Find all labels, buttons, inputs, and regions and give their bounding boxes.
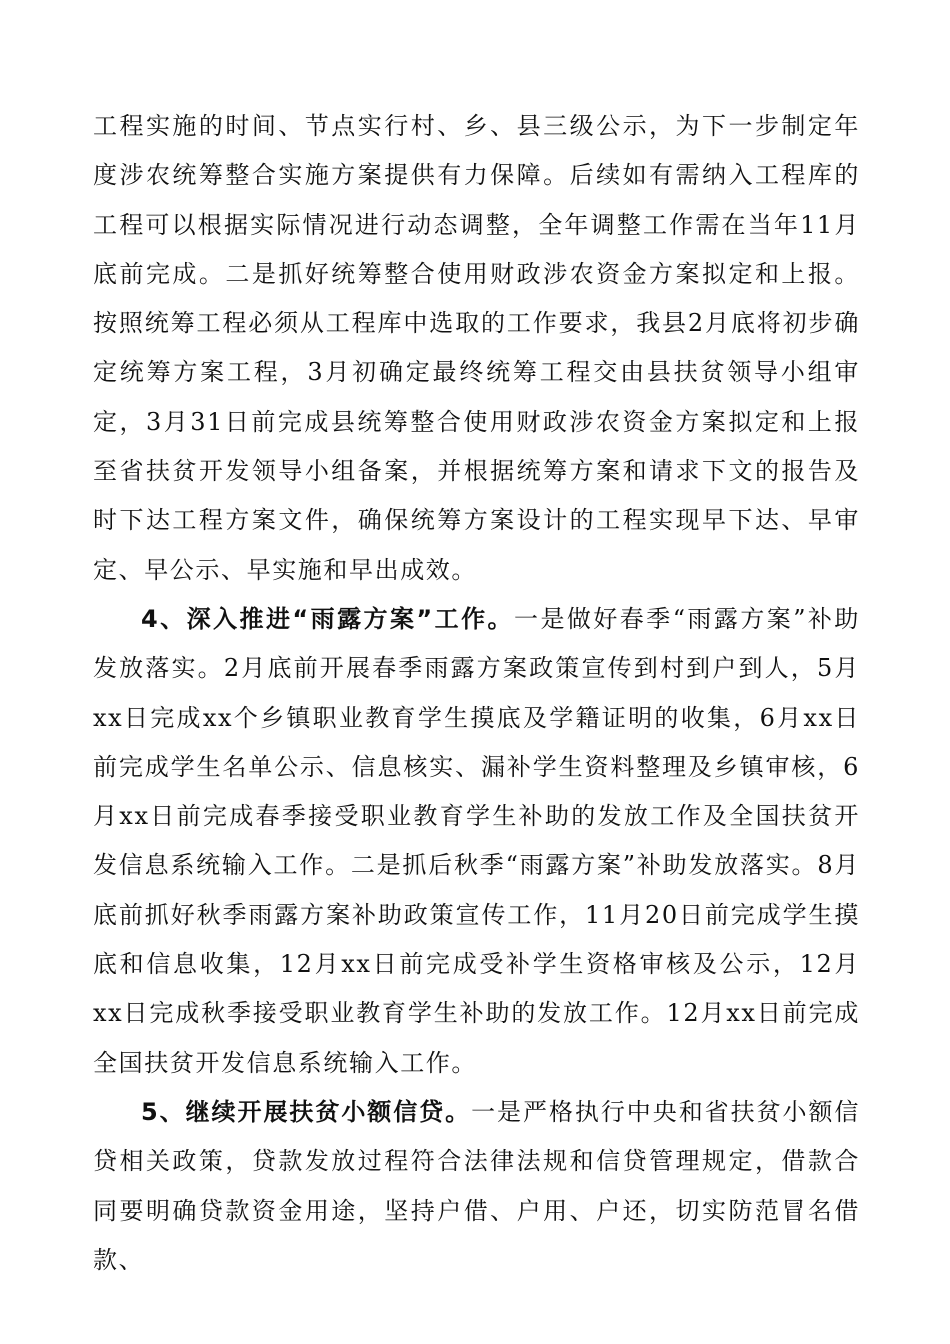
- paragraph-body: 一是严格执行中央和省扶贫小额信贷相关政策，贷款发放过程符合法律法规和信贷管理规定，借款合同要明确贷款资金用途，坚持户借、户用、户还，切实防范冒名借款、: [93, 1097, 861, 1274]
- document-body: [93, 102, 860, 1285]
- paragraph-body: 工程实施的时间、节点实行村、乡、县三级公示，为下一步制定年度涉农统筹整合实施方案提供有力保障。后续如有需纳入工程库的工程可以根据实际情况进行动态调整，全年调整工作需在当年11月底前完成。二是抓好统筹整合使用财政涉农资金方案拟定和上报。按照统筹工程必须从工程库中选取的工作要求，我县2月底将初步确定统筹方案工程，3月初确定最终统筹工程交由县扶贫领导小组审定，3月31日前完成县统筹整合使用财政涉农资金方案拟定和上报至省扶贫开发领导小组备案，并根据统筹方案和请求下文的报告及时下达工程方案文件，确保统筹方案设计的工程实现早下达、早审定、早公示、早实施和早出成效。: [93, 112, 860, 584]
- paragraph-continued: [93, 102, 860, 595]
- paragraph-body: 一是做好春季“雨露方案”补助发放落实。2月底前开展春季雨露方案政策宣传到村到户到人，5月xx日完成xx个乡镇职业教育学生摸底及学籍证明的收集，6月xx日前完成学生名单公示、信息核实、漏补学生资料整理及乡镇审核，6月xx日前完成春季接受职业教育学生补助的发放工作及全国扶贫开发信息系统输入工作。二是抓后秋季“雨露方案”补助发放落实。8月底前抓好秋季雨露方案补助政策宣传工作，11月20日前完成学生摸底和信息收集，12月xx日前完成受补学生资格审核及公示，12月xx日完成秋季接受职业教育学生补助的发放工作。12月xx日前完成全国扶贫开发信息系统输入工作。: [93, 604, 860, 1077]
- paragraph-microcredit: [93, 1088, 860, 1285]
- section-heading-4: 4、深入推进“雨露方案”工作。: [141, 604, 514, 633]
- section-heading-5: 5、继续开展扶贫小额信贷。: [141, 1097, 472, 1126]
- paragraph-yulu-plan: [93, 595, 860, 1088]
